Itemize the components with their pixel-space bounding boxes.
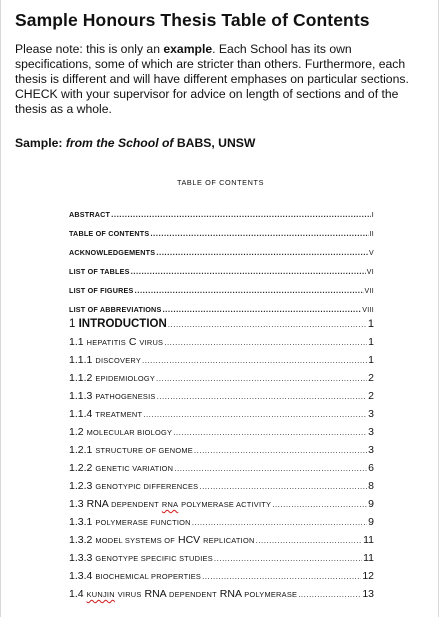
toc-entry-number: 1.2	[69, 426, 84, 438]
toc-entry-label: LIST OF FIGURES	[69, 286, 134, 295]
toc-entry-title: PATHOGENESIS	[95, 392, 156, 401]
toc-entry-number: 1.1.2	[69, 372, 93, 384]
dot-leader	[156, 248, 368, 257]
dot-leader	[131, 267, 366, 276]
toc-entry-label	[69, 552, 213, 564]
dot-leader	[199, 482, 367, 491]
toc-entry-label	[69, 372, 155, 384]
toc-entry-1-2-1	[69, 444, 374, 456]
toc-entry-title: GENOTYPIC DIFFERENCES	[95, 482, 199, 491]
toc-entry-page: 1	[368, 354, 374, 366]
toc-entry-number: 1.1.4	[69, 408, 93, 420]
toc-heading: TABLE OF CONTENTS	[176, 178, 265, 187]
toc-entry-label	[69, 516, 191, 528]
toc-entry-title: RNA	[161, 500, 179, 509]
toc-entry-label	[69, 318, 167, 330]
dot-leader	[157, 392, 368, 401]
toc-entry-1-3-4	[69, 570, 374, 582]
toc-entry-title: BIOCHEMICAL PROPERTIES	[95, 572, 202, 581]
dot-leader	[135, 286, 364, 295]
toc-entry-page: I	[371, 212, 374, 219]
sample-school: BABS, UNSW	[176, 136, 256, 150]
toc-entry-label: LIST OF TABLES	[69, 267, 130, 276]
note-text-start: Please note: this is only an	[15, 42, 164, 56]
toc-entry-title: HEPATITIS	[86, 338, 126, 347]
toc-entry-title: POLYMERASE FUNCTION	[95, 518, 191, 527]
toc-entry-title: MOLECULAR BIOLOGY	[86, 428, 173, 437]
toc-entry-number: 1.3.1	[69, 516, 93, 528]
toc-entry-page: VI	[366, 269, 374, 276]
toc-entry-number: 1.3.3	[69, 552, 93, 564]
toc-entry-number: 1.4	[69, 588, 84, 600]
toc-entry-number: 1.2.2	[69, 462, 93, 474]
toc-entry-title: VIRUS	[117, 590, 142, 599]
toc-entry-title: HCV	[177, 534, 201, 546]
toc-entry-number: 1	[69, 318, 76, 330]
toc-entry-label	[69, 570, 201, 582]
toc-entry-label	[69, 444, 193, 456]
toc-entry-label	[69, 588, 297, 600]
toc-entry-page: 13	[362, 588, 374, 600]
toc-entry-title: GENOTYPE SPECIFIC STUDIES	[95, 554, 213, 563]
toc-entry-1-3	[69, 498, 374, 510]
instruction-note	[15, 42, 425, 117]
toc-entry-title: REPLICATION	[203, 536, 255, 545]
note-emphasis: example	[163, 42, 213, 56]
toc-entry-page: 1	[367, 318, 374, 330]
toc-entry-page: VII	[364, 288, 374, 295]
toc-entry-page: 2	[368, 390, 374, 402]
document-title: Sample Honours Thesis Table of Contents	[15, 10, 370, 30]
toc-entry-page: VIII	[362, 307, 374, 314]
toc-entry-1-1	[69, 336, 374, 348]
toc-entry-1-3-1	[69, 516, 374, 528]
dot-leader	[298, 590, 361, 599]
toc-entry-page: 3	[368, 426, 374, 438]
toc-entry-title: DEPENDENT	[169, 590, 217, 599]
dot-leader	[272, 500, 367, 509]
toc-entry-label	[69, 426, 172, 438]
dot-leader	[192, 518, 367, 527]
toc-entry-title: POLYMERASE ACTIVITY	[181, 500, 272, 509]
toc-entry-title: GENETIC VARIATION	[95, 464, 174, 473]
dot-leader	[168, 320, 367, 329]
sample-from: from the School of	[65, 136, 177, 150]
toc-entry-table-of-contents	[69, 229, 374, 238]
toc-entry-page: V	[369, 250, 374, 257]
toc-entry-number: 1.1.1	[69, 354, 93, 366]
dot-leader	[111, 210, 371, 219]
toc-entry-1-1-4	[69, 408, 374, 420]
toc-entry-label: LIST OF ABBREVIATIONS	[69, 305, 162, 314]
toc-entry-title: DISCOVERY	[95, 356, 142, 365]
toc-entry-1-1-3	[69, 390, 374, 402]
toc-entry-title: TREATMENT	[95, 410, 143, 419]
toc-entry-label	[69, 534, 255, 546]
note-text-rest: . Each School has its own specifications, some of which are stricter than others. Furthermore, each thesis is different and will have different emphases on particular sections. CHECK with your supervisor for advice on length of sections and of the thesis as a whole.	[15, 42, 409, 116]
dot-leader	[256, 536, 363, 545]
toc-entry-page: 8	[368, 480, 374, 492]
toc-entry-title: POLYMERASE	[244, 590, 298, 599]
toc-entry-title: MODEL SYSTEMS OF	[95, 536, 176, 545]
toc-entry-1-1-2	[69, 372, 374, 384]
toc-entry-number: 1.1.3	[69, 390, 93, 402]
toc-entry-page: 3	[368, 444, 374, 456]
toc-entry-label	[69, 462, 173, 474]
toc-entry-1-4	[69, 588, 374, 600]
toc-entry-title: KUNJIN	[86, 590, 115, 599]
dot-leader	[143, 410, 367, 419]
toc-entry-title: STRUCTURE OF GENOME	[95, 446, 193, 455]
toc-entry-list-of-figures	[69, 286, 374, 295]
toc-entry-title: RNA	[144, 588, 167, 600]
dot-leader	[202, 572, 361, 581]
dot-leader	[142, 356, 367, 365]
toc-entry-acknowledgements	[69, 248, 374, 257]
sample-label: Sample:	[15, 136, 66, 150]
toc-chapter-introduction	[69, 318, 374, 330]
toc-entry-label	[69, 498, 271, 510]
toc-entry-label: ACKNOWLEDGEMENTS	[69, 248, 156, 257]
toc-entry-1-3-3	[69, 552, 374, 564]
toc-entry-1-3-2	[69, 534, 374, 546]
dot-leader	[173, 428, 367, 437]
toc-entry-title: RNA	[86, 498, 109, 510]
toc-entry-label	[69, 390, 156, 402]
sample-source	[15, 136, 255, 150]
toc-entry-label	[69, 354, 141, 366]
toc-entry-page: 9	[368, 516, 374, 528]
toc-entry-label: TABLE OF CONTENTS	[69, 229, 150, 238]
toc-entry-title: INTRODUCTION	[78, 318, 167, 330]
dot-leader	[194, 446, 367, 455]
toc-entry-number: 1.2.3	[69, 480, 93, 492]
toc-entry-label	[69, 336, 163, 348]
toc-entry-number: 1.2.1	[69, 444, 93, 456]
toc-entry-1-2	[69, 426, 374, 438]
dot-leader	[164, 338, 367, 347]
toc-entry-number: 1.3.4	[69, 570, 93, 582]
toc-entry-1-2-2	[69, 462, 374, 474]
toc-entry-number: 1.3	[69, 498, 84, 510]
toc-entry-1-2-3	[69, 480, 374, 492]
toc-entry-label	[69, 480, 198, 492]
dot-leader	[156, 374, 367, 383]
toc-entry-title: RNA	[219, 588, 242, 600]
toc-entry-list-of-tables	[69, 267, 374, 276]
dot-leader	[150, 229, 368, 238]
toc-entry-label	[69, 408, 142, 420]
toc-entry-page: 12	[362, 570, 374, 582]
toc-entry-number: 1.1	[69, 336, 84, 348]
toc-entry-page: 11	[363, 534, 374, 546]
toc-entry-page: 6	[368, 462, 374, 474]
toc-entry-page: 2	[368, 372, 374, 384]
toc-entry-title: C	[128, 336, 137, 348]
toc-entry-page: II	[369, 231, 374, 238]
toc-entry-1-1-1	[69, 354, 374, 366]
toc-entry-page: 3	[368, 408, 374, 420]
toc-entry-label: ABSTRACT	[69, 210, 111, 219]
dot-leader	[174, 464, 367, 473]
dot-leader	[162, 305, 361, 314]
toc-entry-page: 9	[368, 498, 374, 510]
toc-entry-page: 1	[368, 336, 374, 348]
toc-entry-list-of-abbreviations	[69, 305, 374, 314]
toc-entry-abstract	[69, 210, 374, 219]
dot-leader	[214, 554, 362, 563]
toc-entry-page: 11	[363, 552, 374, 564]
toc-entry-title: EPIDEMIOLOGY	[95, 374, 156, 383]
toc-entry-title: DEPENDENT	[111, 500, 159, 509]
toc-entry-title: VIRUS	[139, 338, 164, 347]
toc-entry-number: 1.3.2	[69, 534, 93, 546]
